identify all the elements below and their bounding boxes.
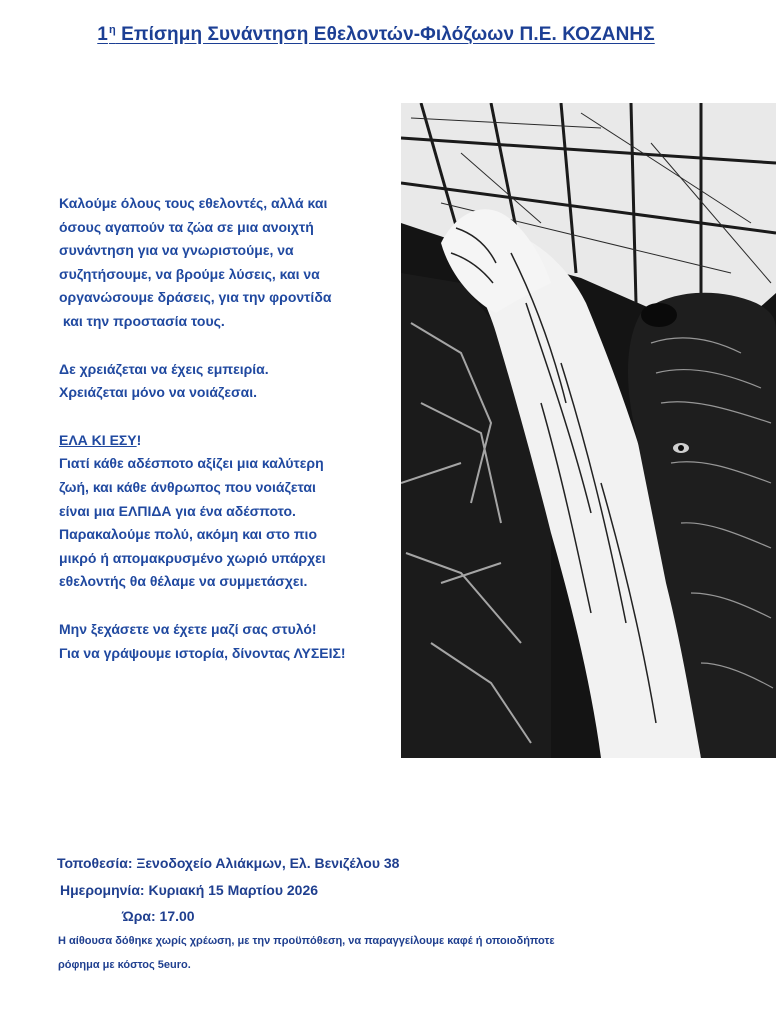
venue-note-line: ρόφημα με κόστος 5euro. [58, 959, 191, 971]
call-line: ζωή, και κάθε άνθρωπος που νοιάζεται [59, 478, 316, 495]
invite-line: όσους αγαπούν τα ζώα σε μια ανοιχτή [59, 218, 314, 235]
call-line: Παρακαλούμε πολύ, ακόμη και στο πιο [59, 526, 318, 543]
call-line: εθελοντής θα θέλαμε να συμμετάσχει. [59, 573, 308, 590]
paragraph-gap [59, 594, 399, 618]
paragraph-gap [59, 334, 399, 358]
experience-line: Δε χρειάζεται να έχεις εμπειρία. [59, 360, 269, 377]
date-text: Ημερομηνία: Κυριακή 15 Μαρτίου 2026 [60, 882, 319, 898]
invite-line: Καλούμε όλους τους εθελοντές, αλλά και [59, 195, 328, 211]
call-heading [59, 429, 399, 453]
call-heading-text: ΕΛΑ ΚΙ ΕΣΥ [59, 431, 137, 448]
invite-line: συνάντηση για να γνωριστούμε, να [59, 242, 294, 259]
invite-line: οργανώσουμε δράσεις, για την φροντίδα [59, 289, 332, 306]
paragraph-gap [59, 405, 399, 429]
page-title [0, 24, 752, 46]
call-line: Γιατί κάθε αδέσποτο αξίζει μια καλύτερη [59, 455, 324, 472]
venue-note-line: Η αίθουσα δόθηκε χωρίς χρέωση, με την προϋπόθεση, να παραγγείλουμε καφέ ή οποιοδήποτε [58, 935, 555, 947]
title-ordinal-suffix: η [108, 24, 116, 36]
closing-line: Για να γράψουμε ιστορία, δίνοντας ΛΥΣΕΙΣ! [59, 644, 346, 661]
call-line: μικρό ή απομακρυσμένο χωριό υπάρχει [59, 549, 326, 566]
time-text: Ώρα: 17.00 [122, 908, 195, 924]
title-text: Επίσημη Συνάντηση Εθελοντών-Φιλόζωων Π.Ε. ΚΟΖΑΝΗΣ [115, 24, 655, 45]
location-text: Τοποθεσία: Ξενοδοχείο Αλιάκμων, Ελ. Βενιζέλου 38 [57, 855, 400, 871]
call-heading-suffix: ! [136, 431, 142, 448]
call-line: είναι μια ΕΛΠΙΔΑ για ένα αδέσποτο. [59, 502, 296, 519]
experience-line: Χρειάζεται μόνο να νοιάζεσαι. [59, 384, 257, 401]
dog-and-hand-illustration [401, 103, 776, 758]
main-text [59, 192, 399, 665]
closing-line: Μην ξεχάσετε να έχετε μαζί σας στυλό! [59, 620, 317, 637]
title-ordinal: 1 [97, 24, 108, 45]
invite-line: συζητήσουμε, να βρούμε λύσεις, και να [59, 265, 320, 282]
invite-line: και την προστασία τους. [59, 312, 225, 329]
